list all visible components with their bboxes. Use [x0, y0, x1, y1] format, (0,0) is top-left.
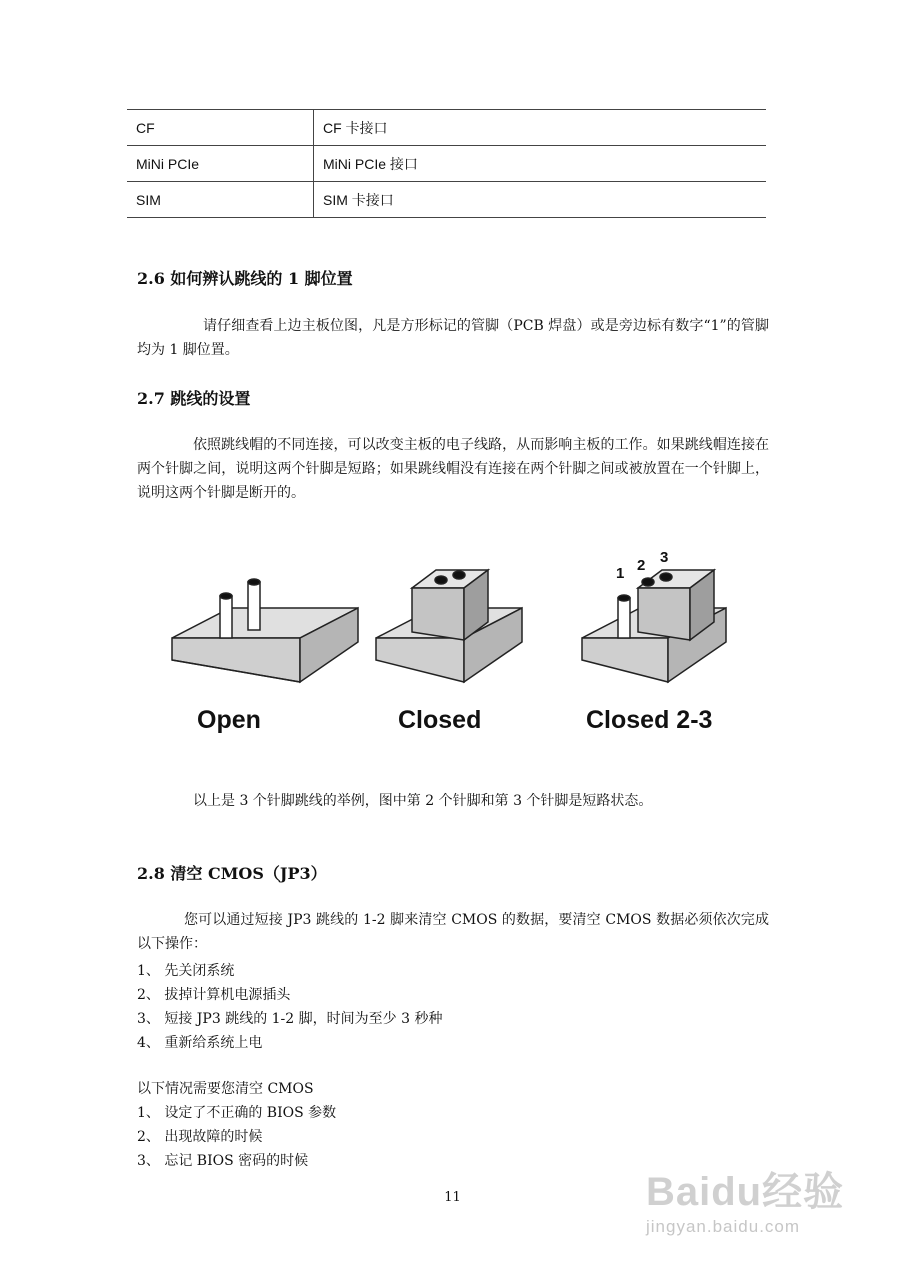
step-item: 4、 重新给系统上电 — [137, 1035, 263, 1051]
pin-number-2: 2 — [637, 557, 646, 574]
page-number: 11 — [444, 1190, 461, 1205]
section-2-7-body: 依照跳线帽的不同连接，可以改变主板的电子线路，从而影响主板的工作。如果跳线帽连接在两个针脚之间，说明这两个针脚是短路；如果跳线帽没有连接在两个针脚之间或被放置在一个针脚上，说明这两个针脚是断开的。 — [137, 437, 769, 501]
baidu-watermark-url: jingyan.baidu.com — [646, 1217, 801, 1236]
case-item: 3、 忘记 BIOS 密码的时候 — [137, 1153, 309, 1169]
pin-number-3: 3 — [660, 549, 669, 566]
table-cell-desc: CF 卡接口 — [314, 110, 767, 146]
jumper-figure — [150, 540, 750, 750]
closed-2-3-jumper-graphic — [582, 570, 726, 682]
table-row — [127, 110, 766, 146]
label-open: Open — [197, 706, 261, 734]
open-jumper-graphic — [172, 579, 358, 682]
label-closed-2-3: Closed 2-3 — [586, 706, 713, 734]
table-row — [127, 146, 766, 182]
table-cell-name: SIM — [127, 182, 314, 218]
table-cell-desc: MiNi PCIe 接口 — [314, 146, 767, 182]
case-item: 1、 设定了不正确的 BIOS 参数 — [137, 1105, 337, 1121]
section-2-8-heading: 2.8 清空 CMOS（JP3） — [137, 864, 327, 883]
section-2-6-heading: 2.6 如何辨认跳线的 1 脚位置 — [137, 269, 353, 288]
section-2-6-body: 请仔细查看上边主板位图，凡是方形标记的管脚（PCB 焊盘）或是旁边标有数字“1”的管脚均为 1 脚位置。 — [137, 318, 769, 358]
step-item: 2、 拔掉计算机电源插头 — [137, 987, 291, 1003]
baidu-watermark-logo: Baidu经验 — [646, 1170, 845, 1214]
table-cell-name: MiNi PCIe — [127, 146, 314, 182]
section-2-7-heading: 2.7 跳线的设置 — [137, 389, 251, 408]
step-item: 1、 先关闭系统 — [137, 963, 235, 979]
interface-table — [127, 109, 766, 218]
table-cell-desc: SIM 卡接口 — [314, 182, 767, 218]
label-closed: Closed — [398, 706, 482, 734]
cases-title: 以下情况需要您清空 CMOS — [137, 1081, 314, 1097]
closed-jumper-graphic — [376, 570, 522, 682]
pin-number-1: 1 — [616, 565, 625, 582]
jumper-illustration — [150, 540, 750, 710]
section-2-8-intro: 您可以通过短接 JP3 跳线的 1-2 脚来清空 CMOS 的数据，要清空 CMOS 数据必须依次完成以下操作： — [137, 912, 769, 952]
figure-caption: 以上是 3 个针脚跳线的举例，图中第 2 个针脚和第 3 个针脚是短路状态。 — [193, 793, 653, 809]
table-row — [127, 182, 766, 218]
step-item: 3、 短接 JP3 跳线的 1-2 脚，时间为至少 3 秒种 — [137, 1011, 443, 1027]
case-item: 2、 出现故障的时候 — [137, 1129, 263, 1145]
table-cell-name: CF — [127, 110, 314, 146]
